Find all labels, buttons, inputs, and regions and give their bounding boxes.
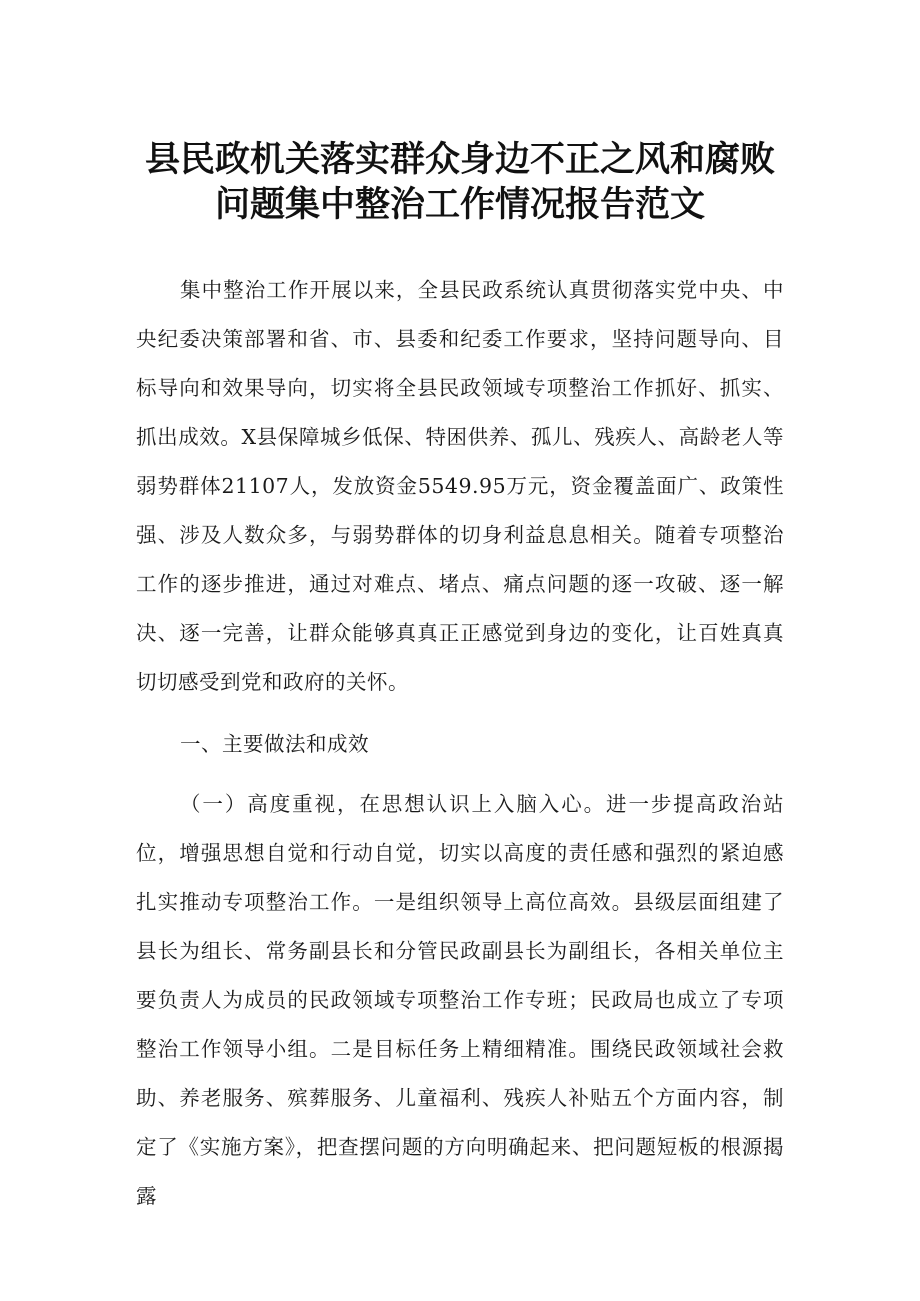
section-heading-1: 一、主要做法和成效 <box>180 732 369 756</box>
intro-paragraph: 集中整治工作开展以来，全县民政系统认真贯彻落实党中央、中央纪委决策部署和省、市、县委和纪委工作要求，坚持问题导向、目标导向和效果导向，切实将全县民政领域专项整治工作抓好、抓实、抓出成效。X县保障城乡低保、特困供养、孤儿、残疾人、高龄老人等弱势群体21107人，发放资金5549.95万元，资金覆盖面广、政策性强、涉及人数众多，与弱势群体的切身利益息息相关。随着专项整治工作的逐步推进，通过对难点、堵点、痛点问题的逐一攻破、逐一解决、逐一完善，让群众能够真真正正感觉到身边的变化，让百姓真真切切感受到党和政府的关怀。 <box>136 278 784 694</box>
section-1-paragraph: （一）高度重视，在思想认识上入脑入心。进一步提高政治站位，增强思想自觉和行动自觉，切实以高度的责任感和强烈的紧迫感扎实推动专项整治工作。一是组织领导上高位高效。县级层面组建了县长为组长、常务副县长和分管民政副县长为副组长，各相关单位主要负责人为成员的民政领域专项整治工作专班；民政局也成立了专项整治工作领导小组。二是目标任务上精细精准。围绕民政领域社会救助、养老服务、殡葬服务、儿童福利、残疾人补贴五个方面内容，制定了《实施方案》，把查摆问题的方向明确起来、把问题短板的根源揭露 <box>136 792 784 1208</box>
document-title-line-1: 县民政机关落实群众身边不正之风和腐败 <box>144 140 775 180</box>
document-title-line-2: 问题集中整治工作情况报告范文 <box>214 185 705 225</box>
